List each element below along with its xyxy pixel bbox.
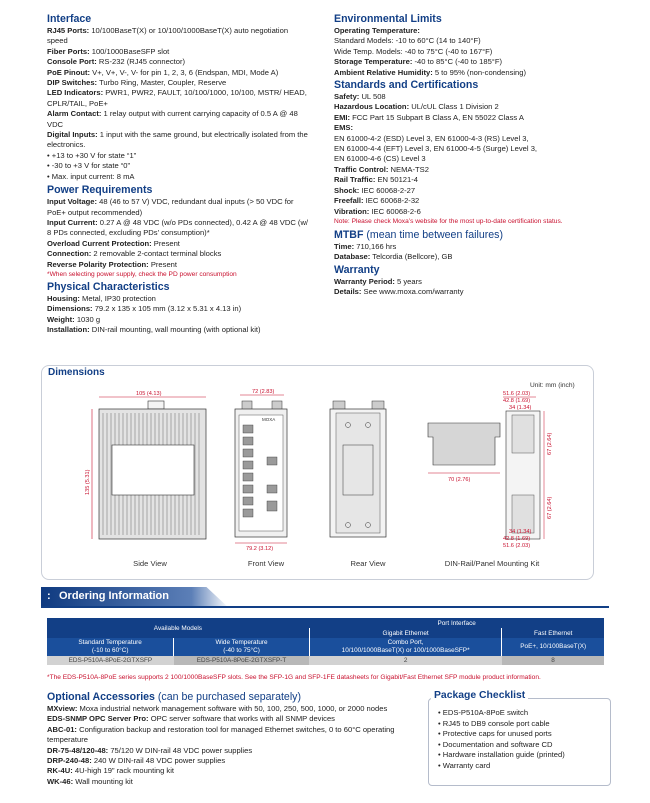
right-spec-column — [334, 12, 609, 298]
spec-value: -40 to 85°C (-40 to 185°F) — [412, 57, 503, 67]
gigabit-header: Gigabit Ethernet — [309, 628, 502, 638]
spec-label: Storage Temperature: — [334, 57, 413, 67]
spec-value: 79.2 x 135 x 105 mm (3.12 x 5.31 x 4.13 in) — [92, 304, 242, 314]
spec-label: EMS: — [334, 123, 353, 133]
spec-value: DIN-rail mounting, wall mounting (with optional kit) — [89, 325, 261, 335]
spec-line — [47, 756, 417, 766]
spec-label: Freefall: — [334, 196, 364, 206]
spec-line — [47, 304, 309, 314]
mtbf-heading: MTBF (mean time between failures) — [334, 228, 503, 241]
spec-line — [334, 47, 609, 57]
spec-line — [334, 154, 609, 164]
spec-value: • Max. input current: 8 mA — [47, 171, 135, 181]
spec-line — [47, 218, 309, 239]
spec-value: 710,166 hrs — [354, 241, 397, 251]
dimensions-unit: Unit: mm (inch) — [530, 382, 575, 389]
spec-label: Database: — [334, 252, 371, 262]
spec-value: Telcordia (Bellcore), GB — [370, 252, 453, 262]
spec-line — [47, 68, 309, 78]
spec-line — [47, 315, 309, 325]
spec-label: Vibration: — [334, 206, 370, 216]
spec-value: EN 61000-4-2 (ESD) Level 3, EN 61000-4-3 (RS) Level 3, — [334, 133, 529, 143]
standards-list — [334, 92, 609, 217]
spec-line — [47, 260, 309, 270]
spec-label: Time: — [334, 241, 355, 251]
spec-label: Console Port: — [47, 57, 97, 67]
spec-label: Housing: — [47, 293, 80, 303]
front-bottom-label: 79.2 (3.12) — [246, 546, 274, 552]
spec-value: 4U-high 19” rack mounting kit — [72, 766, 175, 776]
port-interface-header: Port Interface — [437, 619, 476, 627]
spec-line — [47, 766, 417, 776]
spec-line — [334, 113, 609, 123]
environmental-heading: Environmental Limits — [334, 13, 442, 25]
ordering-rule — [41, 606, 609, 608]
spec-label: Traffic Control: — [334, 164, 389, 174]
spec-value: FCC Part 15 Subpart B Class A, EN 55022 Class A — [350, 112, 524, 122]
kit-b-top: 42.8 (1.69) — [503, 398, 531, 404]
kit-c-bottom: 34 (1.34) — [509, 529, 532, 535]
side-height-label: 135 (5.31) — [85, 469, 91, 495]
spec-label: WK-46: — [47, 776, 74, 786]
spec-value: 100/1000BaseSFP slot — [89, 46, 170, 56]
spec-value: Present — [151, 238, 180, 248]
spec-line — [334, 175, 609, 185]
spec-value: • +13 to +30 V for state “1” — [47, 150, 137, 160]
physical-list — [47, 294, 309, 336]
spec-label: EMI: — [334, 112, 351, 122]
spec-value: 1030 g — [74, 314, 101, 324]
spec-value: IEC 60068-2-32 — [363, 196, 420, 206]
spec-label: Connection: — [47, 249, 92, 259]
spec-line — [334, 26, 609, 36]
left-spec-column — [47, 12, 309, 336]
spec-value: Turbo Ring, Master, Coupler, Reserve — [97, 78, 227, 88]
list-item: • Warranty card — [438, 760, 491, 770]
spec-label: DIP Switches: — [47, 78, 98, 88]
kit-a-bottom: 51.6 (2.03) — [503, 543, 531, 549]
dimension-drawings — [40, 385, 600, 555]
standards-heading: Standards and Certifications — [334, 79, 479, 92]
spec-value: • -30 to +3 V for state “0” — [47, 161, 131, 171]
mtbf-list — [334, 242, 609, 263]
spec-label: DR-75-48/120-48: — [47, 745, 109, 755]
interface-heading: Interface — [47, 13, 92, 25]
fast-header: Fast Ethernet — [502, 628, 604, 638]
din-width-label: 70 (2.76) — [448, 477, 471, 483]
combo-count-cell: 2 — [309, 656, 502, 665]
spec-line — [47, 78, 309, 88]
spec-line — [334, 123, 609, 133]
spec-label: Warranty Period: — [334, 276, 395, 286]
list-item: • Protective caps for unused ports — [438, 729, 552, 739]
environmental-list — [334, 26, 609, 78]
spec-label: Details: — [334, 287, 362, 297]
spec-label: Alarm Contact: — [47, 109, 102, 119]
spec-value: Standard Models: -10 to 60°C (14 to 140°F) — [334, 36, 481, 46]
front-brand: MOXA — [262, 417, 276, 422]
spec-value: 1 relay output with current carrying capacity of 0.5 A @ 48 VDC — [47, 109, 298, 129]
accessories-list — [47, 704, 417, 787]
spec-value: 2 removable 2-contact terminal blocks — [91, 249, 222, 259]
spec-line — [334, 277, 609, 287]
front-view-caption: Front View — [247, 559, 285, 568]
list-item: • RJ45 to DB9 console port cable — [438, 718, 550, 728]
available-models-header: Available Models — [153, 624, 202, 632]
spec-value: IEC 60068-2-27 — [359, 185, 416, 195]
list-item: • Hardware installation guide (printed) — [438, 750, 565, 760]
spec-line — [47, 725, 417, 746]
ordering-colon: : — [47, 590, 51, 602]
dimensions-heading: Dimensions — [48, 367, 105, 378]
kit-a-top: 51.6 (2.03) — [503, 391, 531, 397]
kit-height-top: 67 (2.64) — [547, 432, 553, 455]
kit-b-bottom: 42.8 (1.69) — [503, 536, 531, 542]
spec-label: Ambient Relative Humidity: — [334, 67, 433, 77]
spec-value: See www.moxa.com/warranty — [361, 287, 464, 297]
spec-value: Metal, IP30 protection — [79, 293, 156, 303]
power-heading: Power Requirements — [47, 184, 153, 197]
spec-label: Fiber Ports: — [47, 46, 90, 56]
spec-line — [47, 88, 309, 109]
spec-value: Moxa industrial network management software with 50, 100, 250, 500, 1000, or 2000 nodes — [77, 704, 388, 713]
spec-label: Hazardous Location: — [334, 102, 410, 112]
spec-line — [47, 197, 309, 218]
wide-temp-header: Wide Temperature (-40 to 75°C) — [174, 638, 310, 656]
spec-value: 1 input with the same ground, but electrically isolated from the electronics. — [47, 130, 308, 150]
list-item: • EDS-P510A-8PoE switch — [438, 708, 529, 717]
power-note: *When selecting power supply, check the PD power consumption — [47, 270, 237, 278]
spec-value: EN 61000-4-6 (CS) Level 3 — [334, 154, 426, 164]
spec-label: MXview: — [47, 704, 78, 713]
power-list — [47, 197, 309, 270]
spec-line — [334, 207, 609, 217]
spec-label: RJ45 Ports: — [47, 26, 90, 35]
spec-value: NEMA-TS2 — [388, 164, 429, 174]
spec-value: UL/cUL Class 1 Division 2 — [409, 102, 499, 112]
spec-line — [47, 325, 309, 335]
kit-c-top: 34 (1.34) — [509, 405, 532, 411]
spec-value: EN 61000-4-4 (EFT) Level 3, EN 61000-4-5 (Surge) Level 3, — [334, 144, 538, 154]
panel-kit-drawing — [503, 391, 553, 549]
spec-label: RK-4U: — [47, 766, 73, 776]
side-view-drawing — [85, 391, 206, 539]
spec-value: 5 to 95% (non-condensing) — [432, 67, 527, 77]
kit-height-bottom: 67 (2.64) — [547, 496, 553, 519]
spec-value: UL 508 — [359, 92, 386, 102]
spec-line — [334, 144, 609, 154]
spec-line — [47, 26, 309, 47]
spec-value: Present — [148, 259, 177, 269]
spec-value: Configuration backup and restoration tool for managed Ethernet switches, 0 to 60°C operating temperature — [47, 724, 395, 745]
front-top-label: 72 (2.83) — [252, 389, 275, 395]
spec-value: 240 W DIN-rail 48 VDC power supplies — [91, 756, 226, 766]
spec-line — [334, 196, 609, 206]
spec-line — [334, 165, 609, 175]
spec-line — [334, 186, 609, 196]
spec-value: EN 50121-4 — [375, 175, 418, 185]
spec-line — [334, 68, 609, 78]
spec-label: Safety: — [334, 92, 360, 102]
spec-line — [47, 161, 309, 171]
spec-label: Overload Current Protection: — [47, 238, 152, 248]
spec-label: ABC-01: — [47, 724, 77, 734]
spec-value: PWR1, PWR2, FAULT, 10/100/1000, 10/100, MSTR/ HEAD, CPLR/TAIL, PoE+ — [47, 88, 307, 108]
rear-view-drawing — [330, 401, 386, 537]
spec-value: 0.27 A @ 48 VDC (w/o PDs connected), 0.42 A @ 48 VDC (w/ 8 PDs connected, excluding PDs’ consumption)* — [47, 217, 309, 238]
spec-label: Weight: — [47, 314, 75, 324]
spec-label: Operating Temperature: — [334, 26, 420, 35]
spec-value: 75/120 W DIN-rail 48 VDC power supplies — [108, 745, 253, 755]
spec-label: Reverse Polarity Protection: — [47, 259, 149, 269]
spec-label: DRP-240-48: — [47, 756, 92, 766]
warranty-list — [334, 277, 609, 298]
spec-value: RS-232 (RJ45 connector) — [96, 57, 186, 67]
spec-label: EDS-SNMP OPC Server Pro: — [47, 714, 149, 724]
package-heading: Package Checklist — [431, 690, 528, 701]
list-item: • Documentation and software CD — [438, 739, 553, 749]
ordering-note: *The EDS-P510A-8PoE series supports 2 100/1000BaseSFP slots. See the SFP-1G and SFP-1FE datasheets for Gigabit/Fast Ethernet SFP module product information. — [47, 674, 541, 681]
standards-note: Note: Please check Moxa’s website for the most up-to-date certification status. — [334, 217, 563, 225]
spec-line — [47, 294, 309, 304]
spec-label: Input Current: — [47, 217, 98, 227]
fast-count-cell: 8 — [502, 656, 604, 665]
spec-line — [47, 777, 417, 787]
spec-label: Installation: — [47, 325, 90, 335]
spec-line — [47, 746, 417, 756]
spec-value: Wall mounting kit — [73, 776, 133, 786]
ordering-table — [47, 618, 604, 665]
spec-line — [47, 172, 309, 182]
spec-line — [47, 130, 309, 151]
spec-line — [334, 36, 609, 46]
spec-line — [47, 704, 417, 714]
front-view-drawing — [235, 389, 287, 552]
std-model-cell: EDS-P510A-8PoE-2GTXSFP — [47, 656, 174, 665]
spec-line — [334, 134, 609, 144]
wide-model-cell: EDS-P510A-8PoE-2GTXSFP-T — [174, 656, 310, 665]
spec-line — [334, 252, 609, 262]
combo-header: Combo Port, 10/100/1000BaseT(X) or 100/1000BaseSFP* — [309, 638, 502, 656]
physical-heading: Physical Characteristics — [47, 280, 170, 293]
spec-line — [47, 47, 309, 57]
side-width-label: 105 (4.13) — [136, 391, 162, 397]
spec-value: Wide Temp. Models: -40 to 75°C (-40 to 167°F) — [334, 46, 493, 56]
spec-label: Input Voltage: — [47, 197, 98, 207]
spec-label: Shock: — [334, 185, 360, 195]
spec-line — [334, 92, 609, 102]
spec-value: IEC 60068-2-6 — [369, 206, 421, 216]
accessories-heading: Optional Accessories (can be purchased separately) — [47, 691, 301, 703]
spec-line — [47, 714, 417, 724]
accessories-column — [47, 690, 417, 787]
spec-line — [47, 249, 309, 259]
spec-value: 48 (46 to 57 V) VDC, redundant dual inputs (> 50 VDC for PoE+ output recommended) — [47, 197, 294, 217]
spec-line — [47, 57, 309, 67]
spec-line — [334, 102, 609, 112]
din-kit-caption: DIN-Rail/Panel Mounting Kit — [444, 559, 540, 568]
fast-col-header: PoE+, 10/100BaseT(X) — [502, 638, 604, 656]
spec-line — [47, 109, 309, 130]
spec-label: Rail Traffic: — [334, 175, 376, 185]
spec-label: Dimensions: — [47, 304, 93, 314]
interface-list — [47, 26, 309, 182]
spec-value: OPC server software that works with all SNMP devices — [148, 714, 335, 724]
table-row — [47, 656, 604, 665]
rear-view-caption: Rear View — [350, 559, 386, 568]
spec-label: Digital Inputs: — [47, 130, 98, 140]
spec-line — [47, 151, 309, 161]
spec-line — [334, 57, 609, 67]
spec-label: LED Indicators: — [47, 88, 104, 98]
warranty-heading: Warranty — [334, 263, 380, 276]
spec-value: 10/100BaseT(X) or 10/100/1000BaseT(X) auto negotiation speed — [47, 26, 289, 46]
spec-value: V+, V+, V-, V- for pin 1, 2, 3, 6 (Endspan, MDI, Mode A) — [90, 67, 279, 77]
std-temp-header: Standard Temperature (-10 to 60°C) — [78, 639, 142, 654]
spec-line — [334, 242, 609, 252]
side-view-caption: Side View — [133, 559, 167, 568]
spec-line — [334, 287, 609, 297]
din-rail-drawing — [428, 423, 500, 483]
package-list — [438, 708, 565, 772]
spec-value: 5 years — [394, 276, 422, 286]
ordering-heading: Ordering Information — [59, 590, 169, 602]
spec-line — [47, 239, 309, 249]
spec-label: PoE Pinout: — [47, 67, 91, 77]
